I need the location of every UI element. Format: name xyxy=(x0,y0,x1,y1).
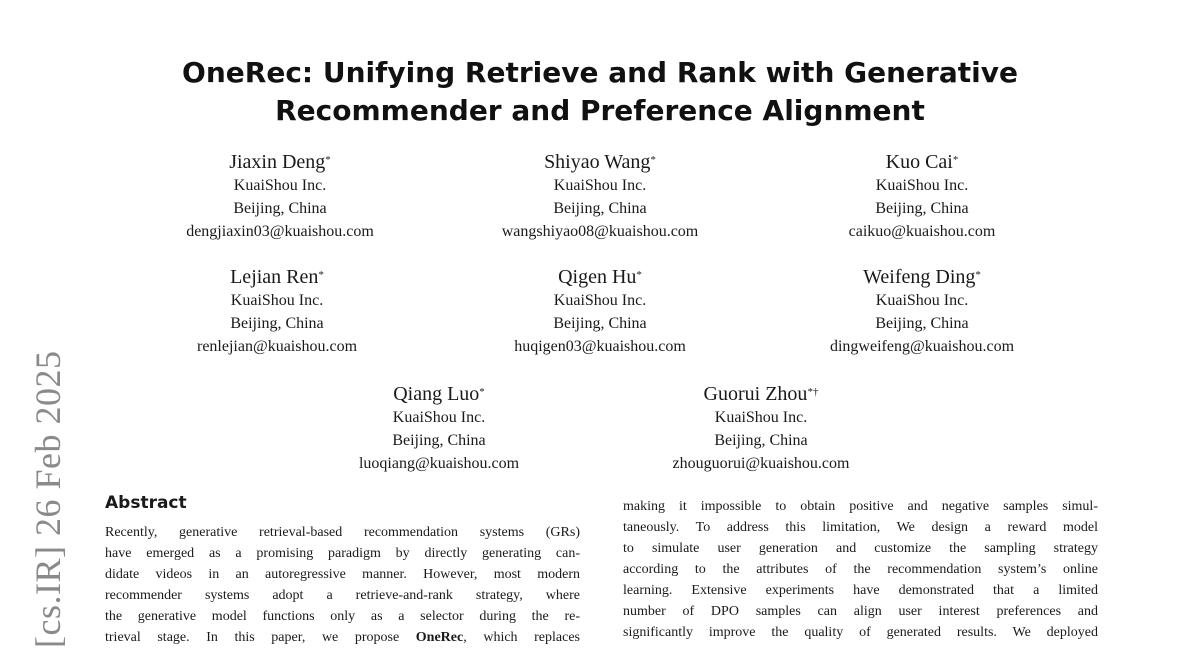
author-org: KuaiShou Inc. xyxy=(875,177,969,194)
abstract-line xyxy=(105,627,580,648)
abstract-right-column xyxy=(623,496,1098,643)
abstract-line: number of DPO samples can align user interest preferences and xyxy=(623,604,1098,619)
author-email: caikuo@kuaishou.com xyxy=(848,223,996,240)
author-location: Beijing, China xyxy=(392,432,486,449)
author-block xyxy=(762,150,1082,243)
paper-title xyxy=(0,54,1200,130)
author-mark: * xyxy=(650,154,656,166)
abstract-left-column xyxy=(105,522,580,648)
author-email: wangshiyao08@kuaishou.com xyxy=(501,223,699,240)
abstract-text: trieval stage. In this paper, we propose xyxy=(105,630,416,645)
author-email: luoqiang@kuaishou.com xyxy=(358,455,520,472)
title-line-2: Recommender and Preference Alignment xyxy=(275,94,925,127)
title-line-1: OneRec: Unifying Retrieve and Rank with Generative xyxy=(182,56,1018,89)
author-name: Weifeng Ding xyxy=(863,266,976,288)
abstract-line: didate videos in an autoregressive manner. However, most modern xyxy=(105,567,580,582)
abstract-heading: Abstract xyxy=(105,493,187,513)
author-block xyxy=(279,382,599,475)
author-name: Jiaxin Deng xyxy=(229,151,326,173)
author-location: Beijing, China xyxy=(233,200,327,217)
author-location: Beijing, China xyxy=(875,315,969,332)
author-location: Beijing, China xyxy=(875,200,969,217)
author-org: KuaiShou Inc. xyxy=(392,409,486,426)
abstract-line: taneously. To address this limitation, We design a reward model xyxy=(623,520,1098,535)
abstract-text: , which replaces xyxy=(463,630,580,645)
abstract-line: learning. Extensive experiments have demonstrated that a limited xyxy=(623,583,1098,598)
author-block xyxy=(762,265,1082,358)
author-location: Beijing, China xyxy=(714,432,808,449)
author-mark: * xyxy=(325,154,331,166)
abstract-line: Recently, generative retrieval-based recommendation systems (GRs) xyxy=(105,525,580,540)
abstract-line: to simulate user generation and customize the sampling strategy xyxy=(623,541,1098,556)
author-mark: * xyxy=(952,154,959,166)
abstract-line: the generative model functions only as a selector during the re- xyxy=(105,609,580,624)
author-block xyxy=(440,265,760,358)
author-name: Qiang Luo xyxy=(393,383,480,405)
author-org: KuaiShou Inc. xyxy=(230,292,324,309)
author-mark: * xyxy=(318,269,324,281)
author-name: Lejian Ren xyxy=(230,266,319,288)
abstract-line: significantly improve the quality of generated results. We deployed xyxy=(623,625,1098,640)
arxiv-stamp: [cs.IR] 26 Feb 2025 xyxy=(28,350,68,648)
abstract-line: according to the attributes of the recommendation system’s online xyxy=(623,562,1098,577)
author-name: Qigen Hu xyxy=(558,266,637,288)
author-mark: * xyxy=(975,269,981,281)
author-block xyxy=(440,150,760,243)
abstract-line: recommender systems adopt a retrieve-and-rank strategy, where xyxy=(105,588,580,603)
author-email: renlejian@kuaishou.com xyxy=(196,338,358,355)
author-org: KuaiShou Inc. xyxy=(553,292,647,309)
author-location: Beijing, China xyxy=(230,315,324,332)
author-email: dingweifeng@kuaishou.com xyxy=(829,338,1015,355)
author-mark: * xyxy=(479,386,485,398)
abstract-line: making it impossible to obtain positive and negative samples simul- xyxy=(623,499,1098,514)
author-location: Beijing, China xyxy=(553,315,647,332)
abstract-line: have emerged as a promising paradigm by directly generating can- xyxy=(105,546,580,561)
author-org: KuaiShou Inc. xyxy=(875,292,969,309)
author-org: KuaiShou Inc. xyxy=(714,409,808,426)
system-name: OneRec xyxy=(415,630,464,645)
author-email: huqigen03@kuaishou.com xyxy=(514,338,686,355)
author-name: Kuo Cai xyxy=(885,151,953,173)
author-block xyxy=(120,150,440,243)
author-mark: * xyxy=(636,269,642,281)
author-email: zhouguorui@kuaishou.com xyxy=(672,455,850,472)
author-name: Shiyao Wang xyxy=(544,151,651,173)
author-name: Guorui Zhou xyxy=(703,383,808,405)
author-org: KuaiShou Inc. xyxy=(233,177,327,194)
author-location: Beijing, China xyxy=(553,200,647,217)
author-mark: *† xyxy=(807,386,819,398)
author-block xyxy=(117,265,437,358)
author-block xyxy=(601,382,921,475)
author-org: KuaiShou Inc. xyxy=(553,177,647,194)
author-email: dengjiaxin03@kuaishou.com xyxy=(186,223,374,240)
